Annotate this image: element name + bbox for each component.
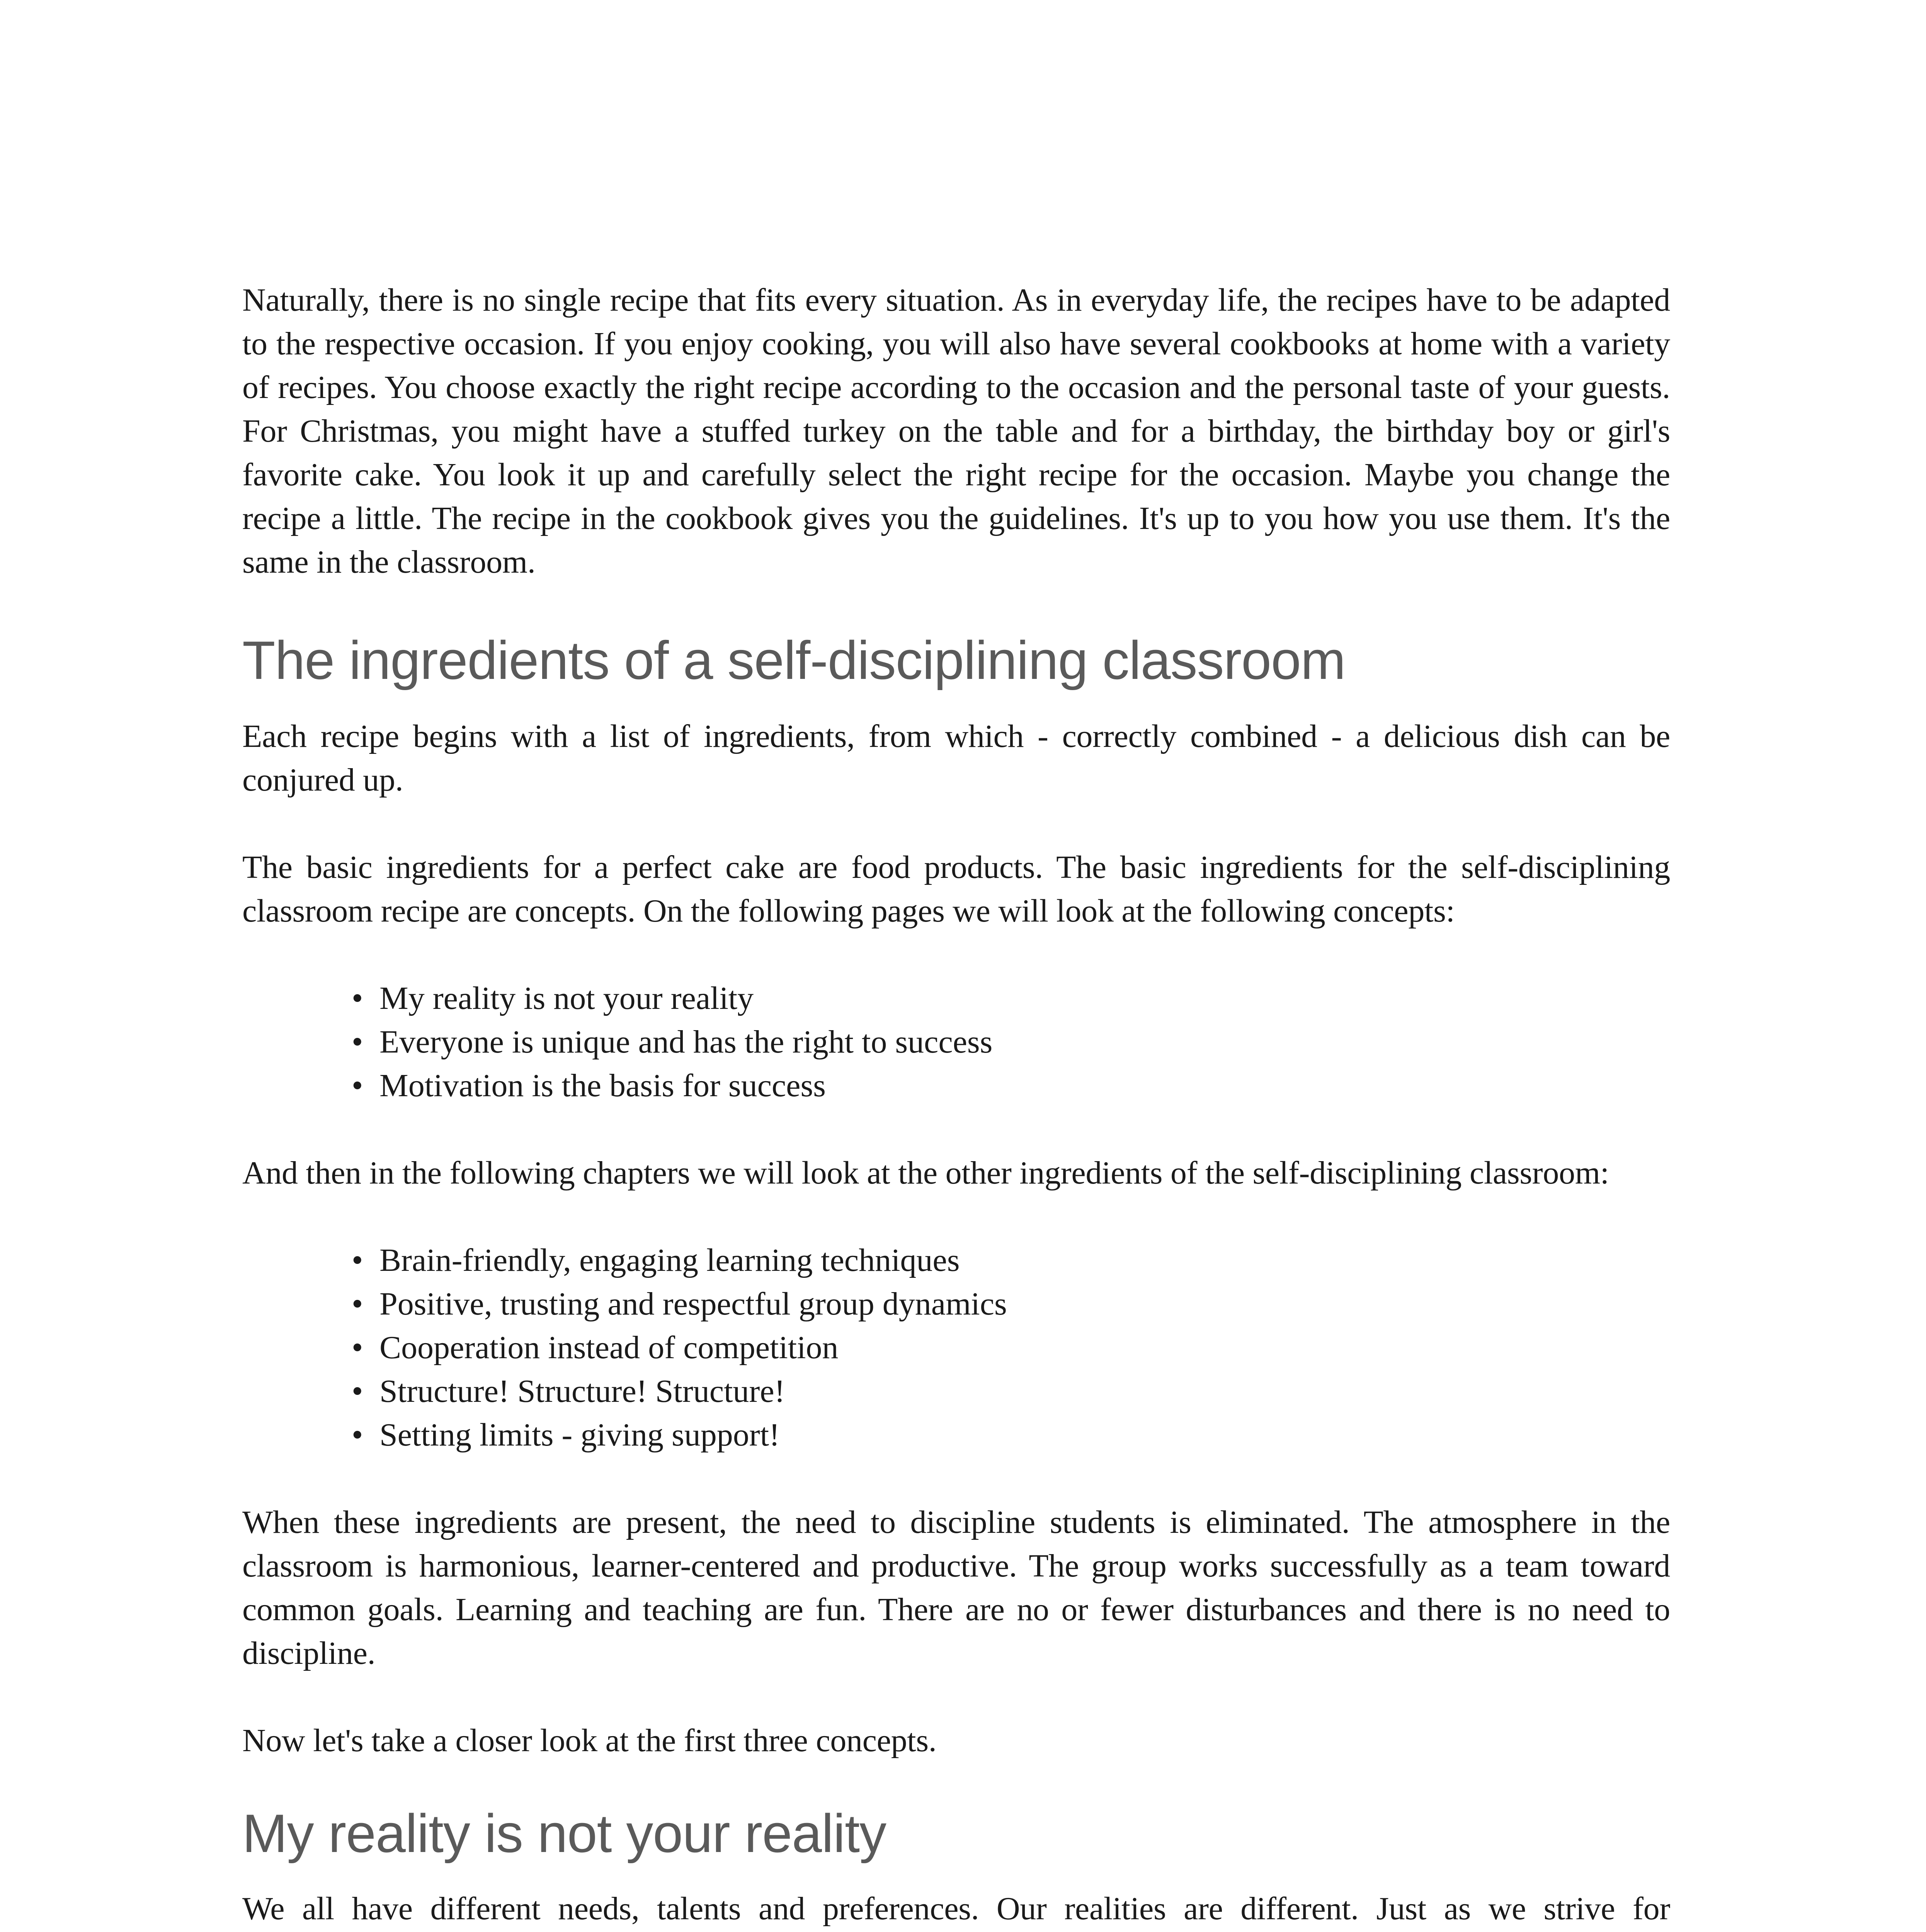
list-item-text: Everyone is unique and has the right to success	[379, 1024, 993, 1060]
other-ingredients-paragraph: And then in the following chapters we will look at the other ingredients of the self-disciplining classroom:	[242, 1155, 1609, 1191]
page-content	[242, 278, 1670, 1932]
list-item-text: Motivation is the basis for success	[379, 1068, 826, 1104]
list-item	[352, 1020, 1670, 1064]
list-item-text: Structure! Structure! Structure!	[379, 1373, 785, 1409]
list-item-text: Brain-friendly, engaging learning techniques	[379, 1242, 960, 1278]
bullet-icon: •	[352, 1330, 363, 1366]
bullet-icon: •	[352, 980, 363, 1016]
list-item	[352, 1064, 1670, 1107]
concepts-list	[242, 976, 1670, 1107]
list-item-text: Positive, trusting and respectful group dynamics	[379, 1286, 1007, 1322]
bullet-icon: •	[352, 1286, 363, 1322]
when-present-paragraph: When these ingredients are present, the need to discipline students is eliminated. The atmosphere in the classroom is harmonious, learner-centered and productive. The group works successfully as a team toward common goals. Learning and teaching are fun. There are no or fewer disturbances and there is no need to discipline.	[242, 1504, 1670, 1671]
bullet-icon: •	[352, 1417, 363, 1453]
list-item	[352, 1369, 1670, 1413]
different-needs-paragraph: We all have different needs, talents and preferences. Our realities are different. Just as we strive for	[242, 1891, 1670, 1927]
bullet-icon: •	[352, 1068, 363, 1104]
list-item	[352, 1413, 1670, 1457]
closer-look-paragraph: Now let's take a closer look at the first three concepts.	[242, 1723, 937, 1759]
list-item	[352, 1282, 1670, 1326]
bullet-icon: •	[352, 1024, 363, 1060]
intro-paragraph: Naturally, there is no single recipe that fits every situation. As in everyday life, the recipes have to be adapted to the respective occasion. If you enjoy cooking, you will also have several cookbooks at home with a variety of recipes. You choose exactly the right recipe according to the occasion and the personal taste of your guests. For Christmas, you might have a stuffed turkey on the table and for a birthday, the birthday boy or girl's favorite cake. You look it up and carefully select the right recipe for the occasion. Maybe you change the recipe a little. The recipe in the cookbook gives you the guidelines. It's up to you how you use them. It's the same in the classroom.	[242, 282, 1670, 580]
list-item-text: My reality is not your reality	[379, 980, 754, 1016]
other-ingredients-list	[242, 1238, 1670, 1457]
bullet-icon: •	[352, 1373, 363, 1409]
bullet-icon: •	[352, 1242, 363, 1278]
list-item-text: Cooperation instead of competition	[379, 1330, 839, 1366]
recipe-list-paragraph: Each recipe begins with a list of ingredients, from which - correctly combined - a delicious dish can be conjured up.	[242, 718, 1670, 798]
basic-ingredients-paragraph: The basic ingredients for a perfect cake are food products. The basic ingredients for the self-disciplining classroom recipe are concepts. On the following pages we will look at the following concepts:	[242, 849, 1670, 929]
section-heading-reality: My reality is not your reality	[242, 1803, 886, 1864]
list-item	[352, 1238, 1670, 1282]
list-item-text: Setting limits - giving support!	[379, 1417, 780, 1453]
list-item	[352, 976, 1670, 1020]
section-heading-ingredients: The ingredients of a self-disciplining classroom	[242, 630, 1346, 690]
list-item	[352, 1326, 1670, 1369]
